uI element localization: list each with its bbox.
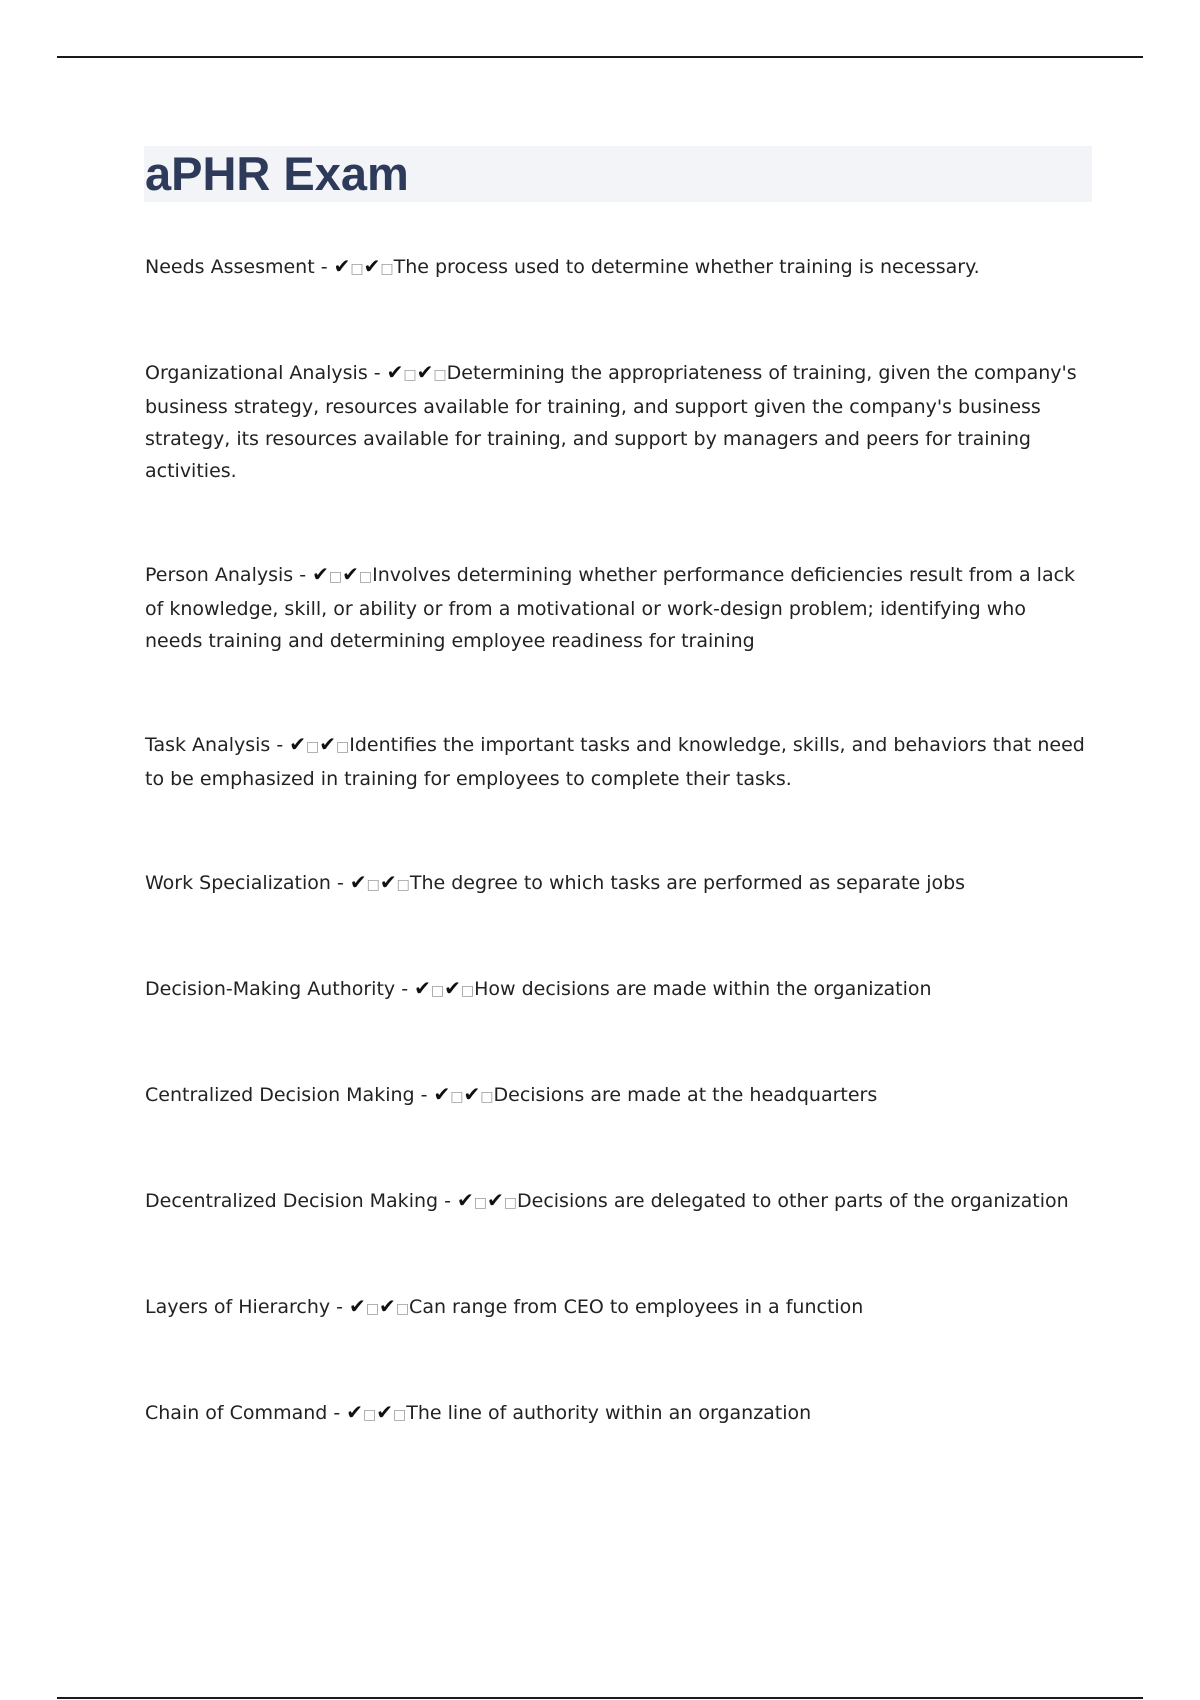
box-icon: □ — [350, 261, 364, 277]
term-separator: - — [395, 978, 415, 1000]
term-entry — [145, 728, 1085, 795]
check-mark-icon: ✔ — [379, 870, 397, 894]
check-mark-icon: ✔ — [416, 360, 434, 384]
box-icon: □ — [380, 261, 394, 277]
term-definition: Involves determining whether performance deficiencies result from a lack of knowledge, skill, or ability or from a motivational or work-design problem; identifying who needs training and determining employee readiness for training — [145, 564, 1076, 652]
term-name: Needs Assesment — [145, 256, 315, 278]
check-mark-icon: ✔ — [379, 1294, 396, 1318]
check-mark-icon: ✔ — [376, 1400, 394, 1424]
term-definition: Decisions are made at the headquarters — [493, 1084, 878, 1106]
term-separator: - — [314, 256, 334, 278]
term-separator: - — [330, 1296, 350, 1318]
box-icon: □ — [473, 1195, 488, 1211]
term-name: Decision-Making Authority — [145, 978, 396, 1000]
box-icon: □ — [480, 1089, 494, 1105]
term-entry — [145, 558, 1085, 657]
term-name: Layers of Hierarchy — [145, 1296, 331, 1318]
box-icon: □ — [430, 983, 445, 999]
term-entry — [145, 866, 1085, 901]
term-definition: Can range from CEO to employees in a function — [409, 1296, 864, 1318]
term-definition: Identifies the important tasks and knowledge, skills, and behaviors that need to be emphasized in training for employees to complete their tasks. — [145, 734, 1085, 790]
term-separator: - — [327, 1402, 347, 1424]
box-icon: □ — [328, 569, 343, 585]
term-name: Task Analysis — [145, 734, 271, 756]
check-mark-icon: ✔ — [433, 1082, 451, 1106]
term-name: Work Specialization — [145, 872, 331, 894]
box-icon: □ — [403, 367, 417, 383]
term-definition: The degree to which tasks are performed as separate jobs — [409, 872, 966, 894]
term-separator: - — [293, 564, 313, 586]
term-entry — [145, 1078, 1085, 1113]
check-mark-icon: ✔ — [319, 732, 337, 756]
term-entry — [145, 1290, 1085, 1325]
box-icon: □ — [503, 1195, 518, 1211]
box-icon: □ — [395, 1301, 410, 1317]
check-mark-icon: ✔ — [444, 976, 461, 1000]
term-definition: The line of authority within an organzation — [406, 1402, 812, 1424]
check-mark-icon: ✔ — [349, 1294, 366, 1318]
box-icon: □ — [433, 367, 447, 383]
bottom-rule — [57, 1697, 1143, 1699]
term-entry — [145, 972, 1085, 1007]
check-mark-icon: ✔ — [342, 562, 359, 586]
term-name: Person Analysis — [145, 564, 294, 586]
check-mark-icon: ✔ — [414, 976, 431, 1000]
term-entry — [145, 1396, 1085, 1431]
term-separator: - — [414, 1084, 434, 1106]
term-name: Decentralized Decision Making — [145, 1190, 439, 1212]
term-separator: - — [438, 1190, 458, 1212]
box-icon: □ — [358, 569, 373, 585]
check-mark-icon: ✔ — [363, 254, 381, 278]
check-mark-icon: ✔ — [463, 1082, 481, 1106]
check-mark-icon: ✔ — [457, 1188, 474, 1212]
box-icon: □ — [450, 1089, 464, 1105]
box-icon: □ — [396, 877, 410, 893]
term-separator: - — [330, 872, 350, 894]
term-separator: - — [270, 734, 290, 756]
term-entry — [145, 356, 1085, 487]
check-mark-icon: ✔ — [346, 1400, 364, 1424]
check-mark-icon: ✔ — [349, 870, 367, 894]
term-entry — [145, 1184, 1085, 1219]
box-icon: □ — [363, 1407, 377, 1423]
box-icon: □ — [366, 877, 380, 893]
term-name: Organizational Analysis — [145, 362, 368, 384]
check-mark-icon: ✔ — [487, 1188, 504, 1212]
top-rule — [57, 56, 1143, 58]
box-icon: □ — [306, 739, 320, 755]
check-mark-icon: ✔ — [312, 562, 329, 586]
term-definition: The process used to determine whether training is necessary. — [393, 256, 980, 278]
check-mark-icon: ✔ — [289, 732, 307, 756]
box-icon: □ — [393, 1407, 407, 1423]
check-mark-icon: ✔ — [333, 254, 351, 278]
term-definition: How decisions are made within the organization — [474, 978, 932, 1000]
term-definition: Determining the appropriateness of training, given the company's business strategy, resources available for training, and support given the company's business strategy, its resources available for training, and support by managers and peers for training activities. — [145, 362, 1077, 482]
box-icon: □ — [365, 1301, 380, 1317]
box-icon: □ — [336, 739, 350, 755]
term-entry — [145, 250, 1085, 285]
term-list — [145, 250, 1085, 1431]
term-name: Chain of Command — [145, 1402, 328, 1424]
page-title: aPHR Exam — [145, 147, 409, 200]
term-separator: - — [367, 362, 387, 384]
box-icon: □ — [460, 983, 475, 999]
check-mark-icon: ✔ — [386, 360, 404, 384]
term-definition: Decisions are delegated to other parts of the organization — [517, 1190, 1069, 1212]
term-name: Centralized Decision Making — [145, 1084, 415, 1106]
